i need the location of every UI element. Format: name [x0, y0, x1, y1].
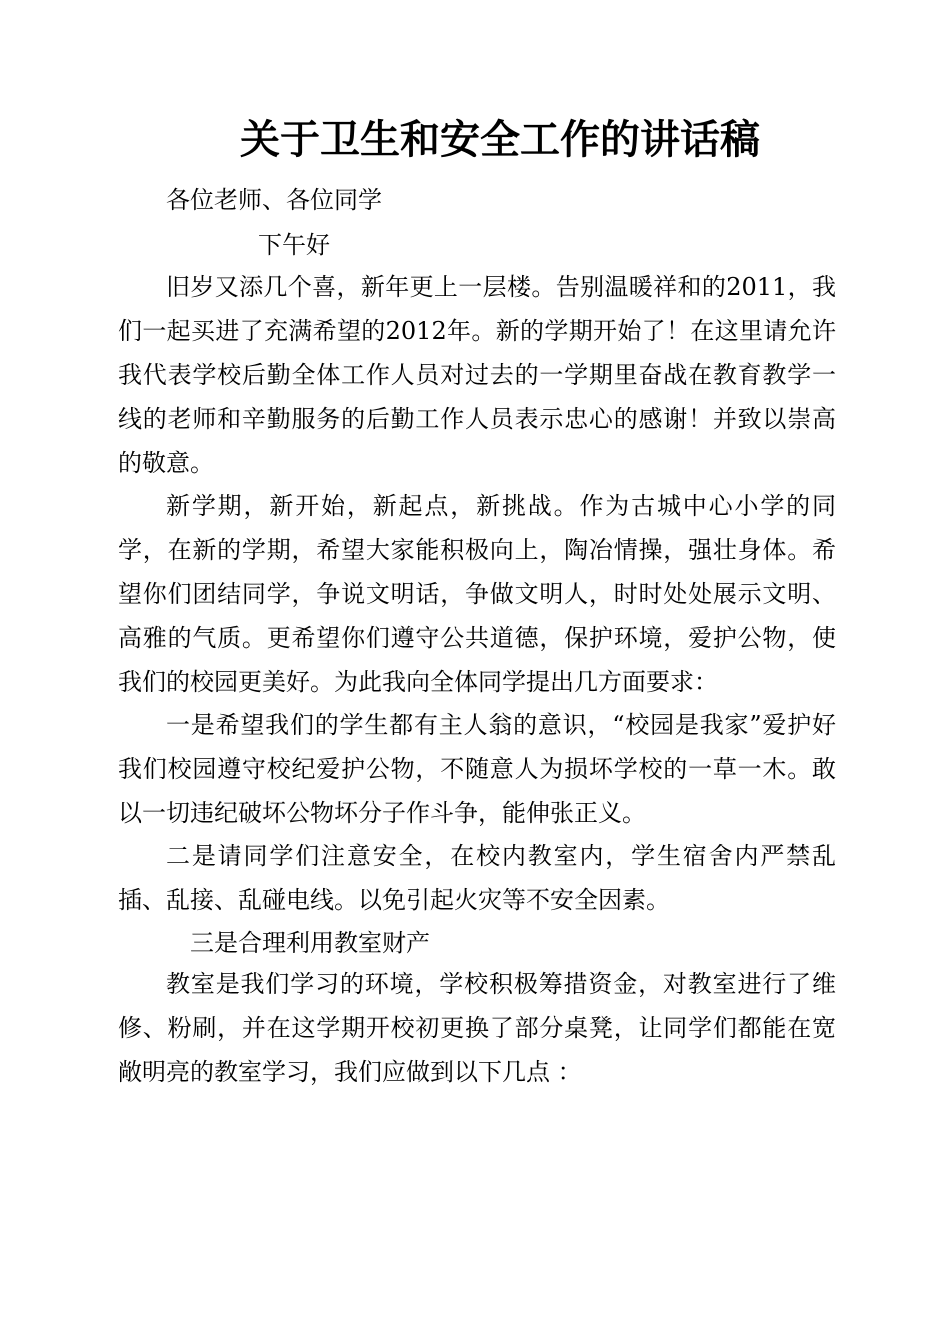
paragraph-point-one: 一是希望我们的学生都有主人翁的意识，“校园是我家”爱护好我们校园遵守校纪爱护公物，不随意人为损坏学校的一草一木。敢以一切违纪破坏公物坏分子作斗争，能伸张正义。 [118, 711, 836, 827]
paragraph-point-two: 二是请同学们注意安全，在校内教室内，学生宿舍内严禁乱插、乱接、乱碰电线。以免引起火灾等不安全因素。 [118, 842, 836, 914]
paragraph-new-year: 旧岁又添几个喜，新年更上一层楼。告别温暖祥和的2011，我们一起买进了充满希望的2012年。新的学期开始了！在这里请允许我代表学校后勤全体工作人员对过去的一学期里奋战在教育教学一线的老师和辛勤服务的后勤工作人员表示忠心的感谢！并致以崇高的敬意。 [118, 273, 836, 477]
document-title: 关于卫生和安全工作的讲话稿 [240, 117, 760, 163]
paragraph-new-semester: 新学期，新开始，新起点，新挑战。作为古城中心小学的同学，在新的学期，希望大家能积极向上，陶冶情操，强壮身体。希望你们团结同学，争说文明话，争做文明人，时时处处展示文明、高雅的气质。更希望你们遵守公共道德，保护环境，爱护公物，使我们的校园更美好。为此我向全体同学提出几方面要求： [118, 492, 836, 696]
salutation: 各位老师、各位同学 [166, 186, 382, 214]
greeting: 下午好 [258, 231, 330, 259]
point-three-heading: 三是合理利用教室财产 [190, 929, 430, 957]
paragraph-classroom: 教室是我们学习的环境，学校积极筹措资金，对教室进行了维修、粉刷，并在这学期开校初更换了部分桌凳，让同学们都能在宽敞明亮的教室学习，我们应做到以下几点 ： [118, 970, 836, 1086]
